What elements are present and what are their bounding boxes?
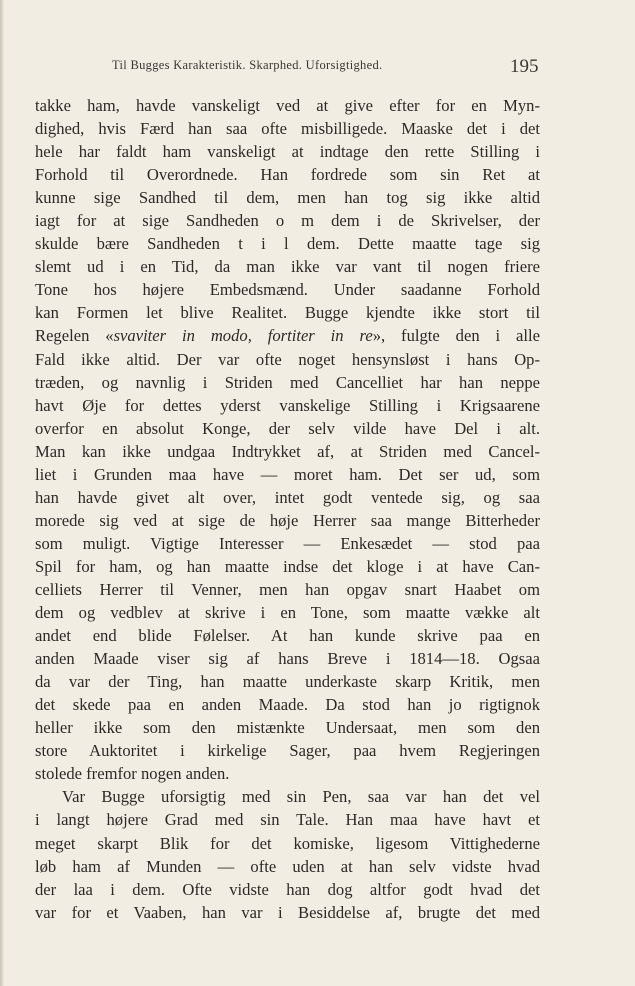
text-line: som muligt. Vigtige Interesser — Enkesædet — stod paa [35,533,540,553]
text-line: Forhold til Overordnede. Han fordrede som sin Ret at [35,165,540,185]
text-line: kunne sige Sandhed til dem, men han tog sig ikke altid [35,188,540,208]
running-head: Til Bugges Karakteristik. Skarphed. Uforsigtighed. [112,58,383,72]
page-number: 195 [510,56,539,77]
text-line: takke ham, havde vanskeligt ved at give efter for en Myn- [35,96,540,115]
latin-quote: svaviter in modo, fortiter in re [113,326,373,346]
text-line: anden Maade viser sig af hans Breve i 1814—18. Ogsaa [35,649,540,669]
text-line: overfor en absolut Konge, der selv vilde have Del i alt. [35,418,540,438]
text-line: dem og vedblev at skrive i en Tone, som maatte vække alt [35,603,540,623]
text-line: Man kan ikke undgaa Indtrykket af, at Striden med Cancel- [35,441,540,461]
text-line-latin-quote [35,324,540,347]
text-line: hele har faldt ham vanskeligt at indtage den rette Stilling i [35,142,540,162]
text-line: løb ham af Munden — ofte uden at han selv vidste hvad [35,856,540,876]
text-line: det skede paa en anden Maade. Da stod han jo rigtignok [35,695,540,715]
quote-tail: », fulgte den i alle [372,326,540,346]
paragraph-start-line: Var Bugge uforsigtig med sin Pen, saa var han det vel [62,787,540,807]
paragraph-end-line: stolede fremfor nogen anden. [35,764,230,784]
text-line: havt Øje for dettes yderst vanskelige Stilling i Krigsaarene [35,395,540,415]
text-line: træden, og navnlig i Striden med Cancelliet har han neppe [35,372,540,392]
text-line: dighed, hvis Færd han saa ofte misbilligede. Maaske det i det [35,119,540,139]
text-line: Tone hos højere Embedsmænd. Under saadanne Forhold [35,280,540,300]
text-line: morede sig ved at sige de høje Herrer saa mange Bitterheder [35,510,540,530]
text-line: store Auktoritet i kirkelige Sager, paa hvem Regjeringen [35,741,540,761]
text-line: var for et Vaaben, han var i Besiddelse af, brugte det med [35,902,540,922]
body-text [35,94,540,924]
text-line: andet end blide Følelser. At han kunde skrive paa en [35,626,540,646]
quote-lead: Regelen « [35,326,114,346]
text-line: der laa i dem. Ofte vidste han dog altfor godt hvad det [35,879,540,899]
text-line: skulde bære Sandheden t i l dem. Dette maatte tage sig [35,234,540,254]
text-line: Fald ikke altid. Der var ofte noget hensynsløst i hans Op- [35,349,540,369]
text-line: celliets Herrer til Venner, men han opgav snart Haabet om [35,579,540,599]
page-edge [0,0,4,986]
text-line: da var der Ting, han maatte underkaste skarp Kritik, men [35,672,540,692]
text-line: slemt ud i en Tid, da man ikke var vant til nogen friere [35,257,540,277]
text-line: liet i Grunden maa have — moret ham. Det ser ud, som [35,464,540,484]
text-line: iagt for at sige Sandheden o m dem i de Skrivelser, der [35,211,540,231]
text-line: Spil for ham, og han maatte indse det kloge i at have Can- [35,556,540,576]
text-line: han havde givet alt over, intet godt ventede sig, og saa [35,487,540,507]
text-line: meget skarpt Blik for det komiske, ligesom Vittighederne [35,833,540,853]
text-line: i langt højere Grad med sin Tale. Han maa have havt et [35,810,540,830]
text-line: kan Formen let blive Realitet. Bugge kjendte ikke stort til [35,303,540,323]
text-line: heller ikke som den mistænkte Undersaat, men som den [35,718,540,738]
